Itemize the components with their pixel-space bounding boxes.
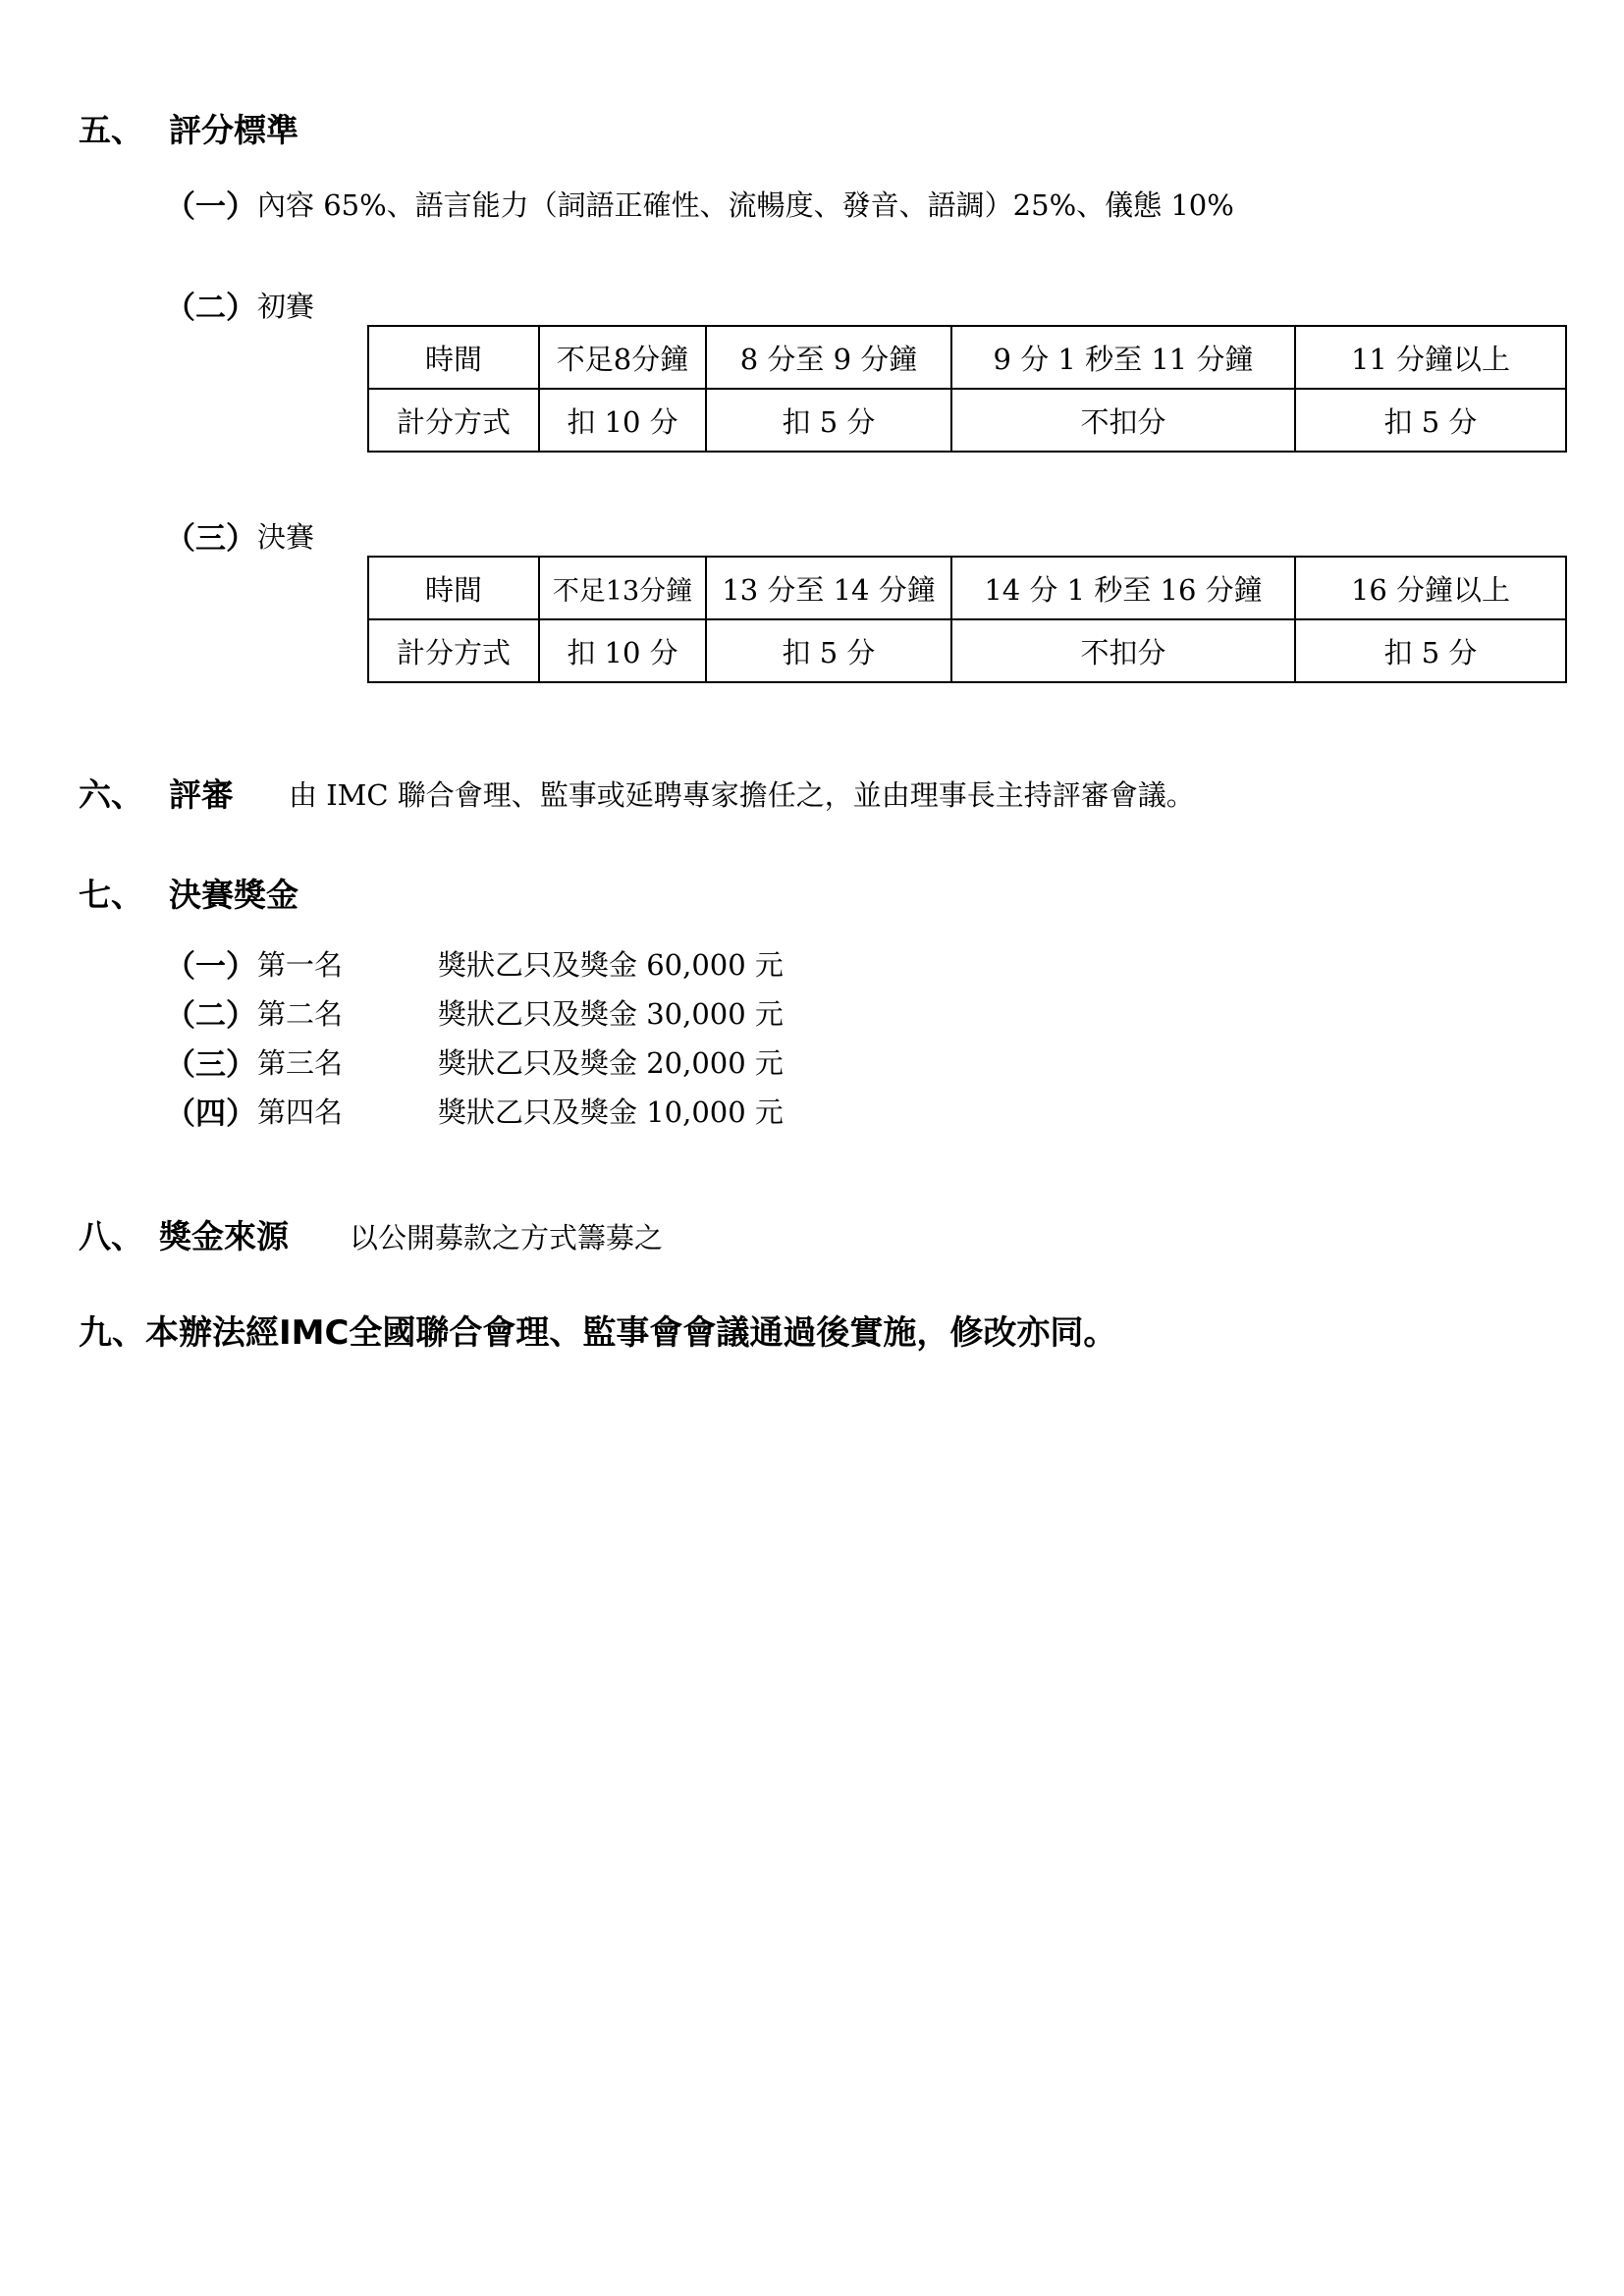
- prize-4-rank: 第四名: [257, 1095, 344, 1129]
- section5-item1-number: （一）: [165, 189, 256, 225]
- section5-number: 五、: [79, 111, 143, 149]
- table-cell: 8 分至 9 分鐘: [706, 326, 951, 389]
- table-row: [368, 389, 1566, 452]
- table-cell: 扣 5 分: [706, 619, 951, 682]
- section5-item3-number: （三）: [165, 521, 256, 557]
- section5-item1-text: 內容 65%、語言能力（詞語正確性、流暢度、發音、語調）25%、儀態 10%: [257, 188, 1234, 222]
- prize-2-award: 獎狀乙只及獎金 30,000 元: [438, 997, 784, 1031]
- prize-3-number: （三）: [165, 1047, 256, 1083]
- section7-title: 決賽獎金: [169, 876, 298, 914]
- table-row: [368, 619, 1566, 682]
- section5-title: 評分標準: [169, 111, 298, 149]
- prize-3-award: 獎狀乙只及獎金 20,000 元: [438, 1046, 784, 1080]
- section6-number: 六、: [79, 775, 143, 814]
- table-cell: 扣 5 分: [1295, 619, 1566, 682]
- section5-item2-label: 初賽: [257, 290, 315, 323]
- section7-number: 七、: [79, 876, 143, 914]
- section8-text: 以公開募款之方式籌募之: [350, 1221, 664, 1255]
- table-cell: 13 分至 14 分鐘: [706, 557, 951, 619]
- table-cell: 扣 5 分: [706, 389, 951, 452]
- prize-3-rank: 第三名: [257, 1046, 344, 1080]
- table-cell: 計分方式: [368, 619, 539, 682]
- section5-item2-number: （二）: [165, 291, 256, 326]
- final-scoring-table: [367, 556, 1567, 683]
- prize-4-award: 獎狀乙只及獎金 10,000 元: [438, 1095, 784, 1129]
- section5-item3-label: 決賽: [257, 520, 315, 554]
- section8-number: 八、: [79, 1217, 143, 1255]
- table-cell: 扣 10 分: [539, 619, 706, 682]
- section6-text: 由 IMC 聯合會理、監事或延聘專家擔任之，並由理事長主持評審會議。: [289, 778, 1195, 812]
- prize-2-rank: 第二名: [257, 997, 344, 1031]
- table-cell: 14 分 1 秒至 16 分鐘: [951, 557, 1295, 619]
- table-cell: 計分方式: [368, 389, 539, 452]
- prize-1-award: 獎狀乙只及獎金 60,000 元: [438, 948, 784, 982]
- prize-1-rank: 第一名: [257, 948, 344, 982]
- section6-title: 評審: [169, 775, 234, 814]
- table-cell: 9 分 1 秒至 11 分鐘: [951, 326, 1295, 389]
- table-cell: 11 分鐘以上: [1295, 326, 1566, 389]
- section9-text: 九、本辦法經IMC全國聯合會理、監事會會議通過後實施，修改亦同。: [79, 1313, 1117, 1353]
- section8-title: 獎金來源: [159, 1217, 289, 1255]
- table-cell: 扣 5 分: [1295, 389, 1566, 452]
- prize-1-number: （一）: [165, 949, 256, 985]
- table-cell: 16 分鐘以上: [1295, 557, 1566, 619]
- prelim-scoring-table: [367, 325, 1567, 453]
- table-cell: 不扣分: [951, 389, 1295, 452]
- table-row: [368, 557, 1566, 619]
- table-cell: 不足13分鐘: [539, 557, 706, 619]
- table-cell: 不扣分: [951, 619, 1295, 682]
- prize-4-number: （四）: [165, 1096, 256, 1132]
- prize-2-number: （二）: [165, 998, 256, 1034]
- table-cell: 不足8分鐘: [539, 326, 706, 389]
- table-cell: 時間: [368, 557, 539, 619]
- table-row: [368, 326, 1566, 389]
- table-cell: 扣 10 分: [539, 389, 706, 452]
- table-cell: 時間: [368, 326, 539, 389]
